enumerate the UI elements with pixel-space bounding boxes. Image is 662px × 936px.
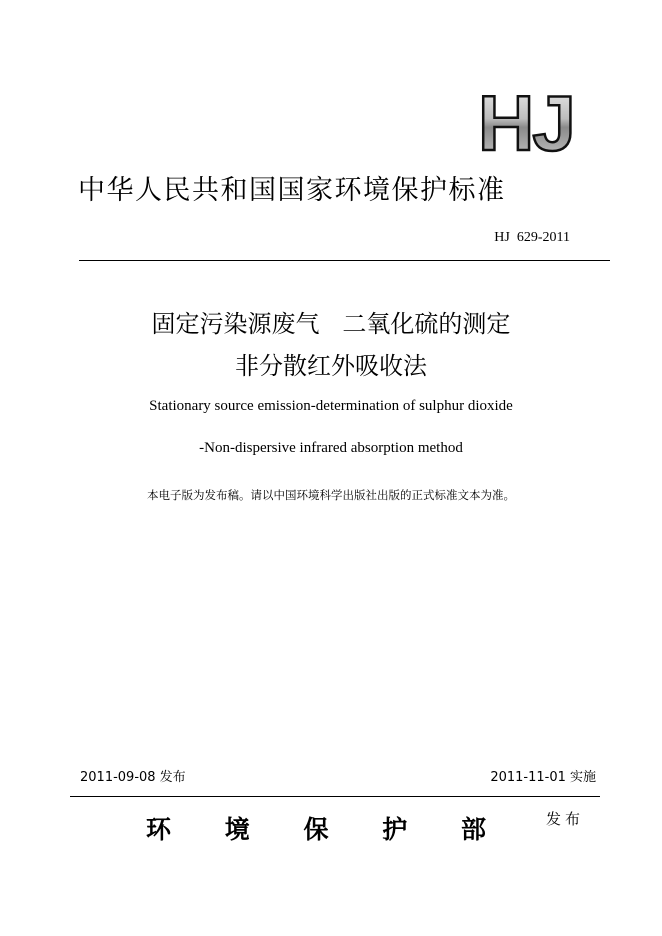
title-cn-line2: 非分散红外吸收法: [235, 352, 427, 380]
hj-logo-text: HJ: [478, 86, 574, 158]
issuer-char: 护: [382, 815, 408, 844]
standard-organization-title: 中华人民共和国国家环境保护标准: [78, 175, 506, 206]
title-en-line2: -Non-dispersive infrared absorption method: [199, 440, 463, 456]
issuer-char: 境: [224, 815, 250, 844]
hj-logo: [474, 86, 592, 158]
issuer-char: 保: [303, 815, 329, 844]
title-en-line1: Stationary source emission-determination of sulphur dioxide: [149, 398, 513, 414]
title-cn-line1: 固定污染源废气 二氧化硫的测定: [151, 310, 511, 338]
publish-label: 发布: [546, 810, 585, 828]
electronic-version-notice: 本电子版为发布稿。请以中国环境科学出版社出版的正式标准文本为准。: [147, 488, 515, 502]
issue-date: 2011-09-08 发布: [80, 770, 186, 785]
issuer-char: 部: [460, 815, 486, 844]
issuer-char: 环: [146, 815, 172, 844]
bottom-divider: [70, 796, 600, 797]
implementation-date: 2011-11-01 实施: [490, 770, 596, 785]
top-divider: [79, 260, 610, 261]
issuing-authority: [146, 810, 486, 846]
standard-number: HJ 629-2011: [494, 230, 570, 245]
